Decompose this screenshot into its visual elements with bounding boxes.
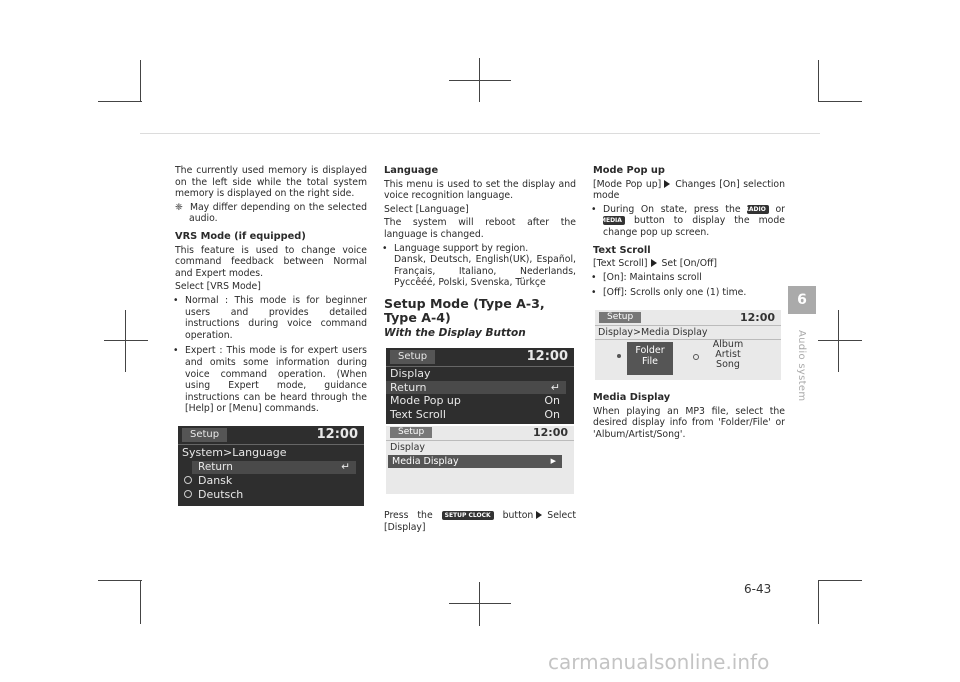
crop-mark (818, 60, 819, 102)
screen-clock: 12:00 (526, 349, 568, 364)
note (175, 202, 367, 225)
return-label: Return (198, 461, 233, 473)
memory-paragraph: The currently used memory is displayed on the left side while the total system memory is displayed on the right side. (175, 165, 367, 200)
return-icon: ↵ (341, 461, 350, 473)
language-paragraph: This menu is used to set the display and voice recognition language. (384, 178, 576, 202)
vrs-heading: VRS Mode (if equipped) (175, 230, 306, 242)
section-label: Audio system (796, 330, 807, 402)
language-heading: Language (384, 165, 439, 176)
setup-clock-badge: SETUP CLOCK (442, 511, 494, 520)
column-1 (175, 165, 367, 417)
bullet-on: • [On]: Maintains scroll (593, 272, 785, 284)
option-folder-file[interactable]: Folder File (627, 342, 673, 375)
screen-header (386, 426, 574, 441)
crop-mark (125, 310, 126, 372)
media-display-row[interactable] (388, 455, 562, 468)
screen-tab: Setup (599, 312, 641, 323)
note-text: May differ depending on the selected audio. (189, 201, 367, 225)
bullet-expert: • Expert : This mode is for expert users and omits some information during voice command operation. (When using Expert mode, guidance instructions can be heard through the [Help] or [Menu] commands. (175, 345, 367, 415)
row-label: Mode Pop up (390, 394, 461, 407)
screen-title: Display (390, 367, 431, 380)
watermark: carmanualsonline.info (548, 650, 770, 674)
screen-header (595, 310, 781, 326)
screen-clock: 12:00 (739, 311, 775, 324)
display-screen (386, 348, 574, 424)
radio-icon (617, 354, 621, 358)
crop-mark (449, 80, 511, 81)
crop-mark (140, 580, 141, 624)
language-option-dansk[interactable] (178, 474, 364, 488)
bullet-normal: • Normal : This mode is for beginner users and provides detailed instructions during voice command operation. (175, 295, 367, 341)
language-list: Dansk, Deutsch, English(UK), Español, Français, Italiano, Nederlands, Pyccêéé, Polski, Svenska, Türkçe (394, 254, 576, 289)
text-scroll-row[interactable] (386, 408, 566, 422)
press-instructions: Press the SETUP CLOCK button Select [Display] (384, 510, 576, 533)
row-label: Text Scroll (390, 408, 446, 421)
media-display-section (593, 392, 785, 442)
screen-tab: Setup (390, 427, 432, 438)
display-button-subheading: With the Display Button (384, 326, 526, 339)
crop-mark (818, 101, 862, 102)
return-row[interactable] (192, 461, 356, 474)
column-2 (384, 165, 576, 350)
crop-mark (818, 580, 862, 581)
language-screen (178, 426, 364, 506)
header-rule (140, 133, 820, 134)
vrs-select: Select [VRS Mode] (175, 281, 261, 293)
arrow-icon (664, 180, 670, 188)
arrow-icon (651, 259, 657, 267)
radio-icon (693, 354, 699, 360)
chapter-tab: 6 (788, 286, 816, 314)
language-select: Select [Language] (384, 203, 469, 215)
media-display-heading: Media Display (593, 392, 671, 403)
return-label: Return (390, 381, 427, 394)
screen-title: Display>Media Display (595, 326, 781, 340)
screen-header (178, 426, 364, 445)
mode-popup-row[interactable] (386, 394, 566, 408)
screen-clock: 12:00 (532, 426, 568, 439)
media-display-options-screen (595, 310, 781, 380)
crop-mark (838, 310, 839, 372)
vrs-paragraph: This feature is used to change voice command feedback between Normal and Expert modes. (175, 244, 367, 279)
bullet-region: • Language support by region. Dansk, Deutsch, English(UK), Español, Français, Italiano, Nederlands, Pyccêéé, Polski, Svenska, Türkçe (384, 243, 576, 289)
row-label: Media Display (392, 456, 459, 467)
bullet-off: • [Off]: Scrolls only one (1) time. (593, 287, 785, 299)
setup-mode-heading: Setup Mode (Type A-3, Type A-4) (384, 295, 545, 325)
screen-title: System>Language (182, 446, 287, 459)
media-badge: MEDIA (603, 216, 625, 225)
screen-clock: 12:00 (316, 427, 358, 442)
crop-mark (818, 340, 862, 341)
crop-mark (479, 582, 480, 626)
crop-mark (98, 580, 142, 581)
text-scroll-heading: Text Scroll (593, 244, 651, 256)
arrow-right-icon: ▶ (550, 457, 556, 465)
crop-mark (449, 603, 511, 604)
screen-title: Display (390, 442, 426, 453)
column-3: Mode Pop up [Mode Pop up] Changes [On] selection mode • During On state, press the RADIO or MEDIA button to display the mode change pop up screen. Text Scroll [Text Scroll] Set [On/Off] • [On]: Maintains scroll • [Off]: Scrolls only one (1) time. (593, 165, 785, 301)
crop-mark (818, 580, 819, 624)
crop-mark (104, 340, 148, 341)
option-label: Dansk (198, 474, 233, 487)
radio-icon (184, 490, 192, 498)
option-album-artist-song[interactable]: Album Artist Song (712, 339, 744, 370)
radio-icon (184, 476, 192, 484)
return-row[interactable] (386, 381, 566, 394)
crop-mark (140, 60, 141, 102)
bullet-mode-popup: • During On state, press the RADIO or MEDIA button to display the mode change pop up screen. (593, 204, 785, 239)
option-label: Deutsch (198, 488, 244, 501)
media-display-screen (386, 426, 574, 494)
reboot-paragraph: The system will reboot after the language is changed. (384, 217, 576, 240)
mode-popup-heading: Mode Pop up (593, 165, 665, 176)
radio-badge: RADIO (747, 205, 769, 214)
media-display-paragraph: When playing an MP3 file, select the desired display info from 'Folder/File' or 'Album/Artist/Song'. (593, 405, 785, 440)
row-value: On (544, 408, 560, 421)
screen-tab: Setup (390, 350, 435, 364)
note-mark: ❈ (175, 201, 183, 213)
row-value: On (544, 394, 560, 407)
screen-tab: Setup (182, 428, 227, 442)
crop-mark (98, 101, 142, 102)
page-number: 6-43 (744, 582, 772, 596)
language-option-deutsch[interactable] (178, 488, 364, 502)
arrow-icon (536, 511, 542, 519)
return-icon: ↵ (550, 381, 560, 394)
screen-header (386, 348, 574, 367)
